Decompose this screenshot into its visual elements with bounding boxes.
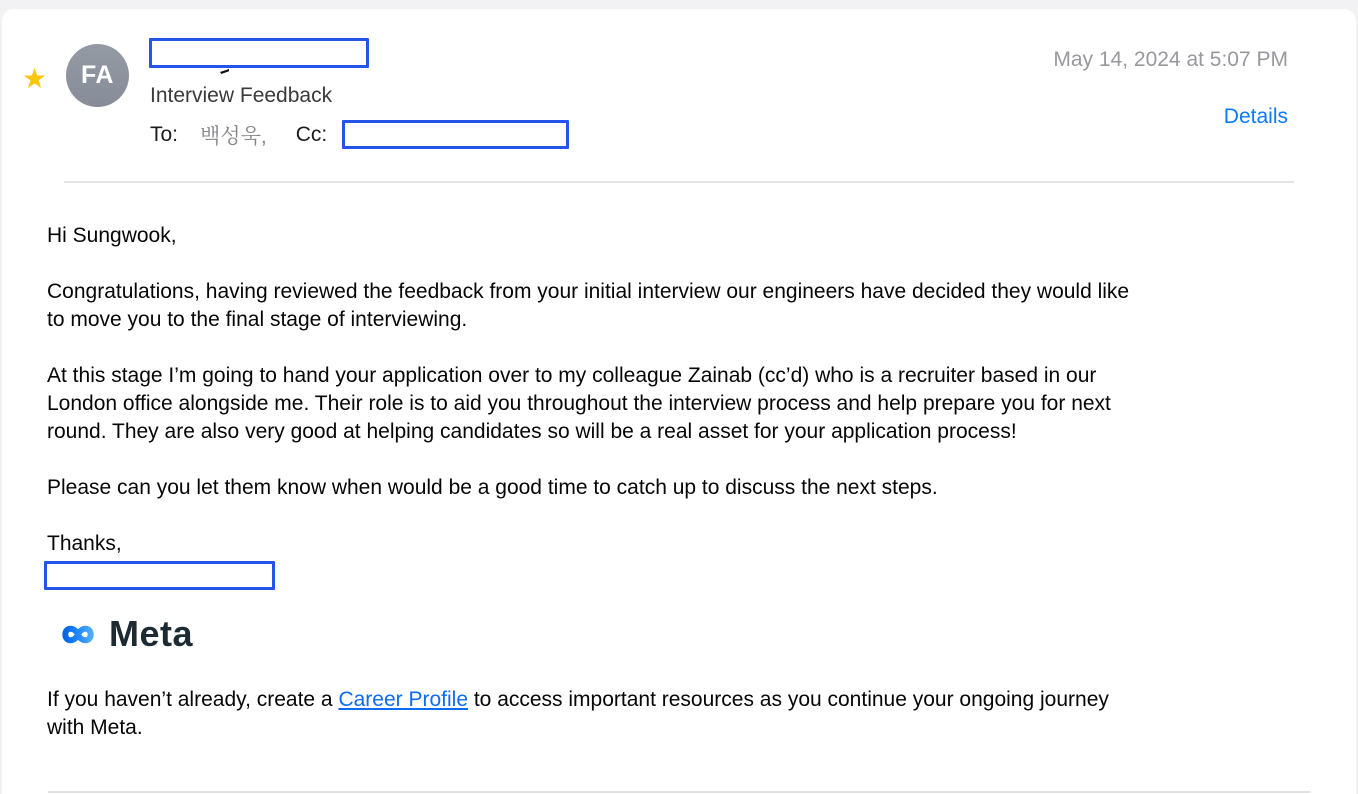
details-link[interactable]: Details (1223, 105, 1288, 128)
greeting-line: Hi Sungwook, (47, 224, 177, 247)
to-label: To: (150, 122, 179, 146)
body-line: with Meta. (47, 716, 143, 739)
meta-wordmark: Meta (109, 613, 194, 654)
sender-avatar-initials: FA (81, 61, 114, 89)
sender-name-redaction-box (149, 38, 369, 68)
body-line: to move you to the final stage of interviewing. (47, 308, 468, 331)
meta-infinity-icon (54, 618, 102, 651)
email-message-card (2, 9, 1356, 794)
footer-text-before-link: If you haven’t already, create a (47, 688, 339, 711)
signature-name-redaction-box (44, 561, 275, 590)
cc-label: Cc: (295, 122, 328, 146)
body-line: round. They are also very good at helping candidates so will be a real asset for your application process! (47, 420, 1017, 443)
paragraph-1 (47, 278, 1311, 334)
career-profile-link[interactable]: Career Profile (338, 688, 469, 711)
body-line: Congratulations, having reviewed the feedback from your initial interview our engineers have decided they would like (47, 280, 1130, 303)
bottom-divider (48, 791, 1310, 793)
body-line (47, 686, 1311, 714)
to-recipient[interactable]: 백성욱, (200, 124, 267, 148)
email-date: May 14, 2024 at 5:07 PM (1053, 48, 1288, 71)
footer-paragraph (47, 686, 1311, 742)
body-line: At this stage I’m going to hand your application over to my colleague Zainab (cc’d) who is a recruiter based in our (47, 364, 1097, 387)
flag-star-icon[interactable]: ★ (22, 63, 48, 94)
paragraph-3: Please can you let them know when would be a good time to catch up to discuss the next steps. (47, 476, 938, 499)
email-body (2, 183, 1356, 742)
paragraph-2 (47, 362, 1311, 446)
recipients-row (150, 119, 569, 150)
cc-recipient-redaction-box (342, 120, 569, 149)
footer-text-after-link: to access important resources as you continue your ongoing journey (468, 688, 1109, 711)
email-subject: Interview Feedback (150, 84, 333, 107)
body-line: London office alongside me. Their role is to aid you throughout the interview process and help prepare you for next (47, 392, 1111, 415)
sender-name-descender-artifact (220, 69, 229, 74)
signoff-line: Thanks, (47, 532, 122, 555)
sender-avatar[interactable] (66, 44, 129, 107)
meta-logo (54, 611, 1311, 657)
email-header (2, 9, 1356, 182)
